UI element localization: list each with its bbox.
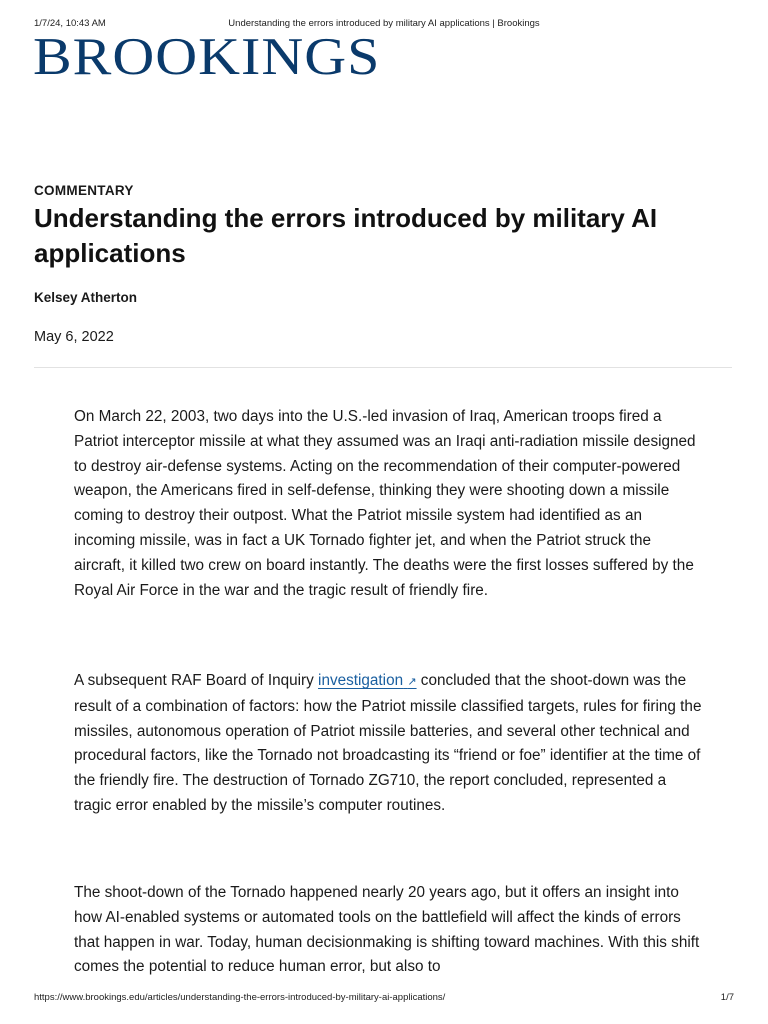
print-page-number: 1/7 bbox=[720, 992, 734, 1003]
external-link-icon: ↗ bbox=[407, 676, 417, 688]
paragraph-text: A subsequent RAF Board of Inquiry bbox=[74, 672, 319, 689]
paragraph: The shoot-down of the Tornado happened nearly 20 years ago, but it offers an insight into how AI-enabled systems or automated tools on the battlefield will affect the kinds of errors that happen in war. Today, human decisionmaking is shifting toward machines. With this shift comes the potential to reduce human error, but also to bbox=[74, 884, 700, 976]
paragraph-text: concluded that the shoot-down was the result of a combination of factors: how the Patriot missile classified targets, rules for firing the missiles, autonomous operation of Patriot missile batteries, and several other technical and procedural factors, like the Tornado not broadcasting its “friend or foe” identifier at the time of the friendly fire. The destruction of Tornado ZG710, the report concluded, represented a tragic error enabled by the missile’s computer routines. bbox=[74, 672, 702, 814]
paragraph: On March 22, 2003, two days into the U.S.-led invasion of Iraq, American troops fired a Patriot interceptor missile at what they assumed was an Iraqi anti-radiation missile designed to destroy air-defense systems. Acting on the recommendation of their computer-powered weapon, the Americans fired in self-defense, thinking they were shooting down a missile coming to destroy their outpost. What the Patriot missile system had identified as an incoming missile, was in fact a UK Tornado fighter jet, and when the Patriot struck the aircraft, it killed two crew on board instantly. The deaths were the first losses suffered by the Royal Air Force in the war and the tragic result of friendly fire. bbox=[74, 408, 696, 599]
print-url: https://www.brookings.edu/articles/understanding-the-errors-introduced-by-military-ai-applications/ bbox=[34, 992, 446, 1003]
header-divider bbox=[34, 367, 732, 368]
paragraph bbox=[74, 669, 704, 819]
article-kicker[interactable]: COMMENTARY bbox=[34, 183, 134, 198]
article-headline: Understanding the errors introduced by military AI applications bbox=[34, 203, 658, 268]
investigation-link[interactable] bbox=[318, 672, 417, 689]
investigation-link-text: investigation bbox=[318, 672, 404, 689]
print-page-title: Understanding the errors introduced by military AI applications | Brookings bbox=[228, 18, 540, 29]
print-timestamp: 1/7/24, 10:43 AM bbox=[34, 18, 106, 29]
article-author[interactable]: Kelsey Atherton bbox=[34, 290, 138, 305]
brookings-logo[interactable]: BROOKINGS bbox=[33, 26, 381, 87]
article-date: May 6, 2022 bbox=[34, 329, 114, 345]
print-footer bbox=[34, 992, 734, 1006]
